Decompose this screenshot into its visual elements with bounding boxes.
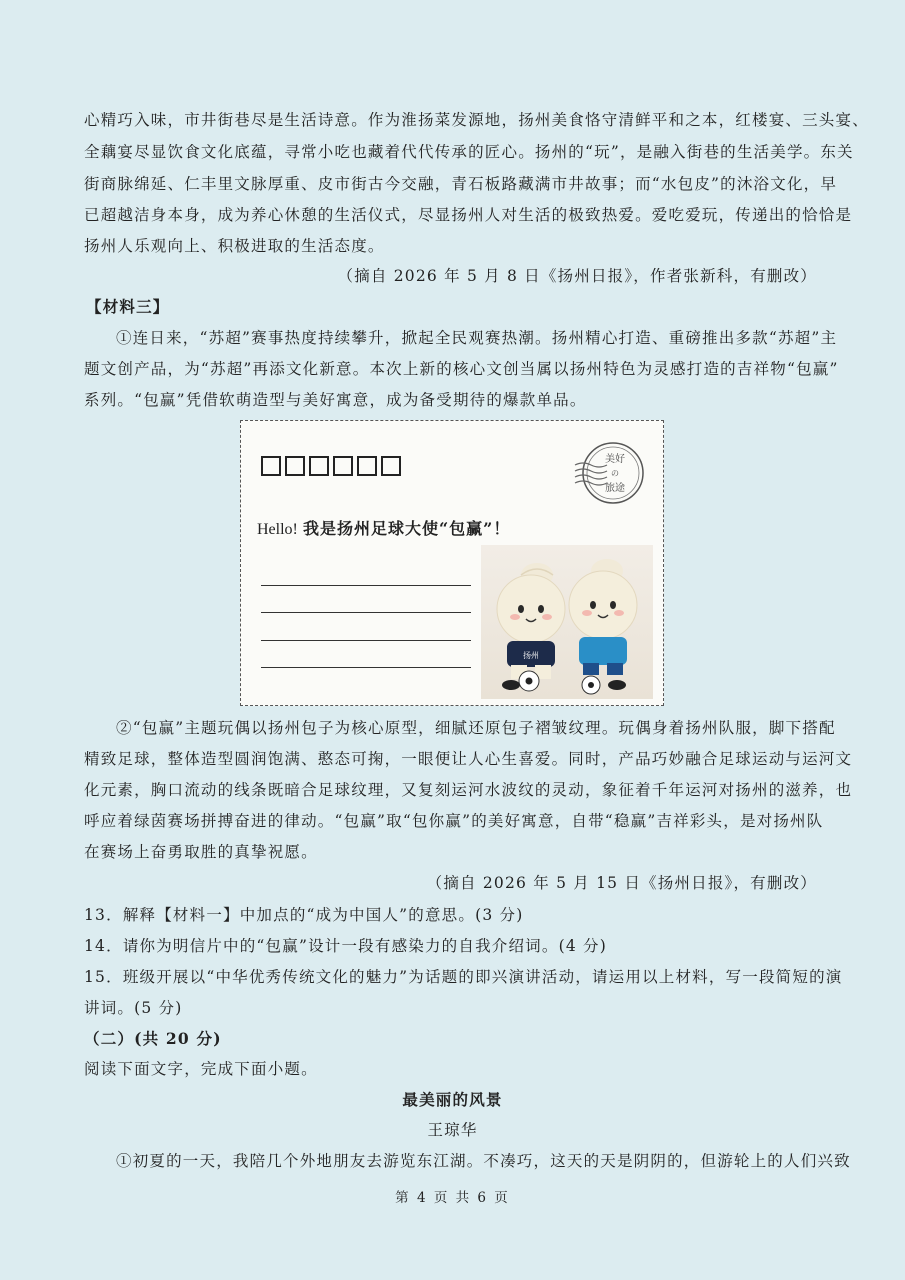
text-line: ①初夏的一天，我陪几个外地朋友去游览东江湖。不凑巧，这天的天是阴阴的，但游轮上的人们兴致	[116, 1152, 851, 1170]
text-line: 化元素，胸口流动的线条既暗合足球纹理，又复刻运河水波纹的灵动，象征着千年运河对扬州的滋养，也	[84, 781, 853, 799]
text-line: 在赛场上奋勇取胜的真挚祝愿。	[84, 843, 318, 861]
text-line: 扬州人乐观向上、积极进取的生活态度。	[84, 237, 385, 255]
text-line: 系列。“包赢”凭借软萌造型与美好寓意，成为备受期待的爆款单品。	[84, 391, 587, 409]
source-citation: （摘自 2026 年 5 月 8 日《扬州日报》，作者张新科，有删改）	[337, 267, 817, 285]
postcode-box	[261, 456, 281, 476]
greeting-chinese: 我是扬州足球大使“包赢”！	[302, 519, 511, 538]
text-line: ②“包赢”主题玩偶以扬州包子为核心原型，细腻还原包子褶皱纹理。玩偶身着扬州队服，脚下搭配	[116, 719, 836, 737]
text-line: 呼应着绿茵赛场拼搏奋进的律动。“包赢”取“包你赢”的美好寓意，自带“稳赢”吉祥彩头，是对扬州队	[84, 812, 824, 830]
article-author: 王琼华	[427, 1121, 478, 1139]
postcode-box	[309, 456, 329, 476]
text-line: 心精巧入味，市井街巷尽是生活诗意。作为淮扬菜发源地，扬州美食恪守清鲜平和之本，红楼宴、三头宴、	[84, 111, 869, 129]
stamp-text-top: 美好	[605, 454, 625, 465]
question-15-cont: 讲词。(5 分)	[84, 999, 183, 1017]
question-15: 15．班级开展以“中华优秀传统文化的魅力”为话题的即兴演讲活动，请运用以上材料，写一段简短的演	[84, 968, 843, 986]
postcard	[240, 420, 664, 706]
question-14: 14．请你为明信片中的“包赢”设计一段有感染力的自我介绍词。(4 分)	[84, 937, 607, 955]
article-title: 最美丽的风景	[402, 1091, 503, 1109]
postcode-box	[357, 456, 377, 476]
writing-line	[261, 667, 471, 668]
postcard-greeting	[257, 516, 510, 539]
text-line: 全藕宴尽显饮食文化底蕴，寻常小吃也藏着代代传承的匠心。扬州的“玩”，是融入街巷的生活美学。东关	[84, 143, 854, 161]
text-line: 题文创产品，为“苏超”再添文化新意。本次上新的核心文创当属以扬州特色为灵感打造的吉祥物“包赢”	[84, 360, 839, 378]
material-heading: 【材料三】	[86, 297, 170, 316]
question-13: 13．解释【材料一】中加点的“成为中国人”的意思。(3 分)	[84, 906, 524, 924]
writing-line	[261, 612, 471, 613]
mascot-photo	[481, 545, 653, 699]
instruction: 阅读下面文字，完成下面小题。	[84, 1060, 318, 1078]
postcode-box	[285, 456, 305, 476]
jersey-text: 扬州	[523, 651, 539, 660]
postcode-box	[333, 456, 353, 476]
postmark-stamp-icon	[573, 435, 651, 513]
writing-line	[261, 585, 471, 586]
source-citation: （摘自 2026 年 5 月 15 日《扬州日报》，有删改）	[426, 874, 817, 892]
text-line: ①连日来，“苏超”赛事热度持续攀升，掀起全民观赛热潮。扬州精心打造、重磅推出多款“苏超”主	[116, 329, 838, 347]
postcode-boxes	[261, 456, 401, 476]
postcode-box	[381, 456, 401, 476]
writing-line	[261, 640, 471, 641]
greeting-hello: Hello!	[257, 521, 298, 538]
text-line: 精致足球，整体造型圆润饱满、憨态可掬，一眼便让人心生喜爱。同时，产品巧妙融合足球运动与运河文	[84, 750, 853, 768]
stamp-text-mid: の	[611, 469, 619, 478]
section-heading: （二）(共 20 分)	[84, 1029, 222, 1048]
text-line: 街商脉绵延、仁丰里文脉厚重、皮市街古今交融，青石板路藏满市井故事；而“水包皮”的沐浴文化，早	[84, 175, 838, 193]
mascot-plush-icon	[481, 545, 653, 699]
text-line: 已超越洁身本身，成为养心休憩的生活仪式，尽显扬州人对生活的极致热爱。爱吃爱玩，传递出的恰恰是	[84, 206, 853, 224]
page-footer: 第 4 页 共 6 页	[395, 1190, 510, 1206]
stamp-text-bottom: 旅途	[605, 483, 625, 494]
